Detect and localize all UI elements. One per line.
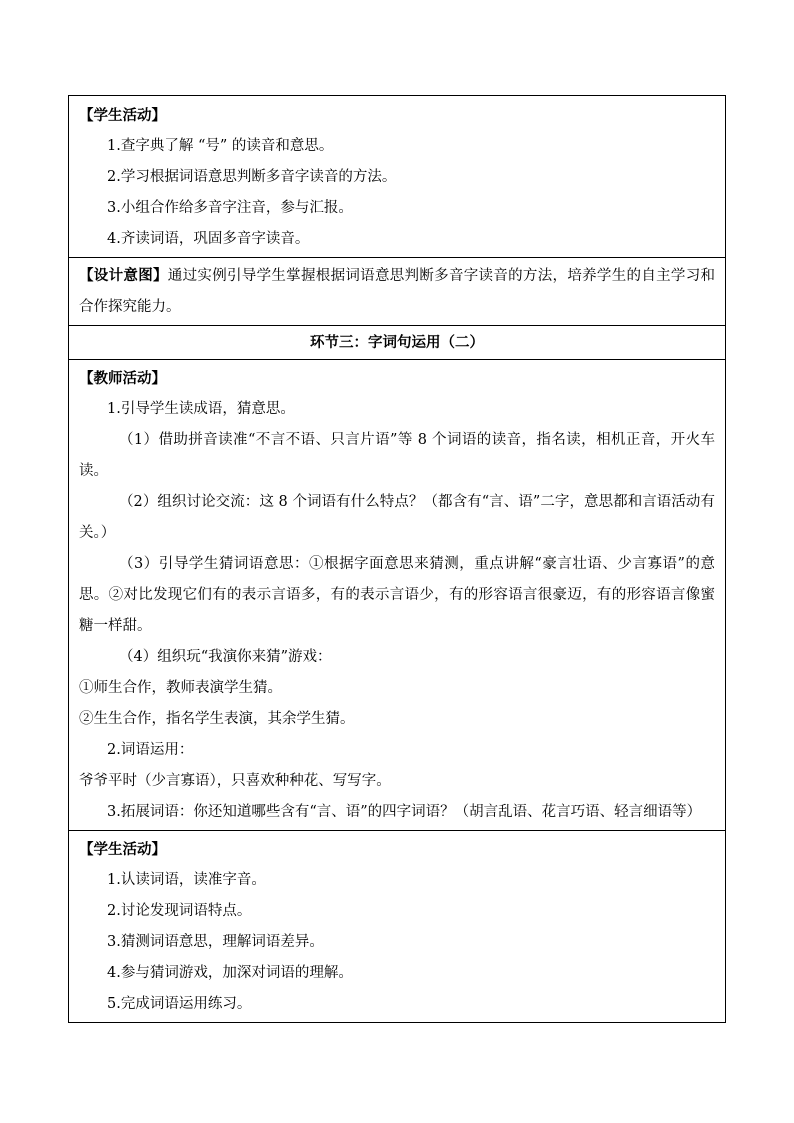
list-item: 2.讨论发现词语特点。 [107, 903, 252, 919]
section-heading: 【学生活动】 [79, 841, 166, 858]
paragraph [79, 425, 715, 487]
lesson-plan-table [68, 95, 726, 1023]
paragraph-text: （2）组织讨论交流：这 8 个词语有什么特点？（都含有“言、语”二字，意思都和言语活动有关。） [79, 494, 715, 541]
stage-title: 环节三：字词句运用（二） [310, 334, 484, 351]
list-item: （4）组织玩“我演你来猜”游戏： [119, 649, 332, 665]
example-sentence: 爷爷平时（少言寡语），只喜欢种种花、写写字。 [79, 773, 391, 789]
list-item: 1.认读词语，读准字音。 [107, 872, 266, 888]
paragraph-text: （1）借助拼音读准“不言不语、只言片语”等 8 个词语的读音，指名读，相机正音，开火车读。 [79, 432, 715, 479]
design-intent-text: 通过实例引导学生掌握根据词语意思判断多音字读音的方法，培养学生的自主学习和合作探究能力。 [79, 268, 716, 315]
paragraph-text: （3）引导学生猜词语意思：①根据字面意思来猜测，重点讲解“豪言壮语、少言寡语”的意思。②对比发现它们有的表示言语多，有的表示言语少，有的形容语言很豪迈，有的形容语言像蜜糖一样甜。 [79, 556, 715, 634]
list-item: ②生生合作，指名学生表演，其余学生猜。 [79, 711, 355, 727]
list-item: 3.小组合作给多音字注音，参与汇报。 [107, 200, 353, 216]
paragraph [79, 549, 715, 642]
teacher-activity-cell [69, 359, 725, 830]
section-heading: 【学生活动】 [79, 107, 166, 124]
student-activity-cell-1 [69, 96, 725, 257]
design-intent-label: 【设计意图】 [79, 267, 168, 284]
list-item: 3.猜测词语意思，理解词语差异。 [107, 934, 324, 950]
student-activity-cell-2 [69, 830, 725, 1022]
list-item: 5.完成词语运用练习。 [107, 996, 252, 1012]
paragraph [79, 487, 715, 549]
list-item: 4.参与猜词游戏，加深对词语的理解。 [107, 965, 353, 981]
paragraph [79, 797, 715, 828]
design-intent-paragraph [79, 260, 715, 323]
list-item: 2.学习根据词语意思判断多音字读音的方法。 [107, 169, 397, 185]
design-intent-cell [69, 257, 725, 325]
list-item: 1.引导学生读成语，猜意思。 [107, 401, 295, 417]
list-item: ①师生合作，教师表演学生猜。 [79, 680, 282, 696]
stage-title-cell [69, 325, 725, 359]
list-item: 4.齐读词语，巩固多音字读音。 [107, 231, 310, 247]
paragraph-text: 3.拓展词语：你还知道哪些含有“言、语”的四字词语？（胡言乱语、花言巧语、轻言细语等） [107, 804, 702, 820]
list-item: 1.查字典了解 “号” 的读音和意思。 [107, 138, 334, 154]
list-item: 2.词语运用： [107, 742, 194, 758]
section-heading: 【教师活动】 [79, 370, 166, 387]
